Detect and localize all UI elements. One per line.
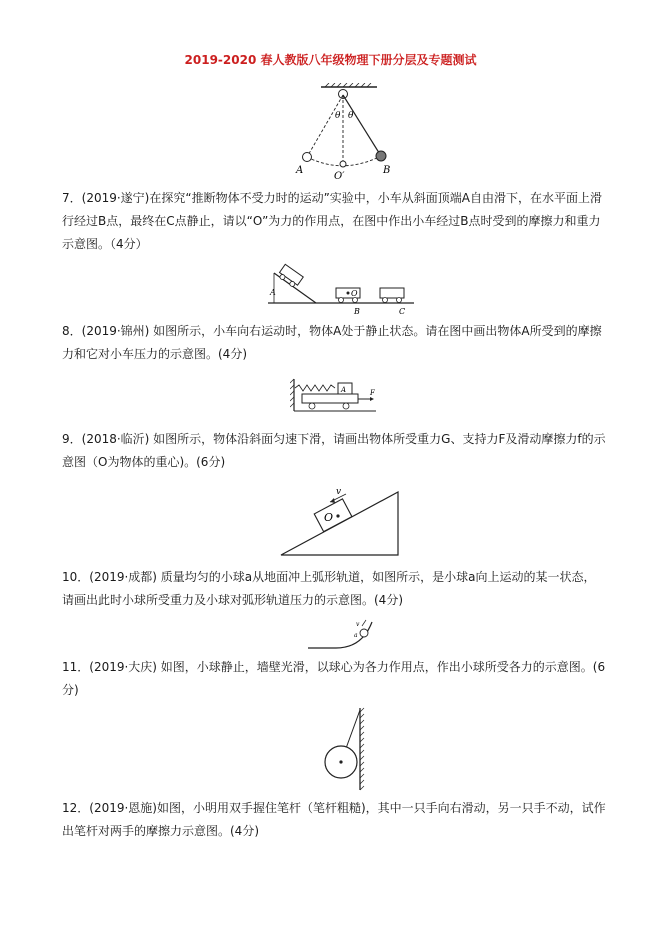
point-b-label: B <box>354 307 360 316</box>
point-o-label: O <box>351 289 358 298</box>
point-a-label: A <box>270 288 276 297</box>
velocity-label: v <box>336 487 342 497</box>
point-b-label: B <box>383 165 391 176</box>
ball-wall-figure <box>318 706 366 792</box>
center-o-label: O <box>324 511 334 524</box>
arc-track-figure <box>306 618 378 652</box>
question-8: 8．(2019·锦州) 如图所示，小车向右运动时，物体A处于静止状态。请在图中画出物体A所受到的摩擦力和它对小车压力的示意图。(4分) <box>62 324 602 361</box>
question-11: 11．(2019·大庆) 如图，小球静止，墙壁光滑，以球心为各力作用点，作出小球所受各力的示意图。(6分) <box>62 660 606 697</box>
object-a-label: A <box>341 386 347 394</box>
page-title: 2019-2020 春人教版八年级物理下册分层及专题测试 <box>184 53 477 67</box>
point-o-label: O′ <box>334 171 345 182</box>
point-a-label: A <box>296 165 304 176</box>
point-c-label: C <box>399 307 406 316</box>
cart-slope-figure <box>268 263 416 318</box>
friction-cart-figure <box>290 377 376 415</box>
velocity-label: v <box>356 621 360 628</box>
question-7: 7．(2019·遂宁)在探究“推断物体不受力时的运动”实验中，小车从斜面顶端A自由滑下，在水平面上滑行经过B点，最终在C点静止，请以“O”为力的作用点，在图中作出小车经过B点时受到的摩擦力和重力示意图。（4分） <box>62 191 602 251</box>
theta-left-label: θ <box>335 111 341 121</box>
question-10: 10．(2019·成都) 质量均匀的小球a从地面冲上弧形轨道，如图所示，是小球a向上运动的某一状态，请画出此时小球所受重力及小球对弧形轨道压力的示意图。(4分) <box>62 570 596 607</box>
question-9: 9．(2018·临沂) 如图所示，物体沿斜面匀速下滑，请画出物体所受重力G、支持力F及滑动摩擦力f的示意图（O为物体的重心)。(6分) <box>62 432 606 469</box>
ball-a-label: a <box>354 632 358 639</box>
pendulum-figure <box>285 83 405 183</box>
incline-figure <box>278 484 403 558</box>
force-f-label: F <box>370 389 375 397</box>
question-12: 12．(2019·恩施)如图，小明用双手握住笔杆（笔杆粗糙)，其中一只手向右滑动，另一只手不动，试作出笔杆对两手的摩擦力示意图。(4分) <box>62 801 606 838</box>
theta-right-label: θ <box>348 111 354 121</box>
